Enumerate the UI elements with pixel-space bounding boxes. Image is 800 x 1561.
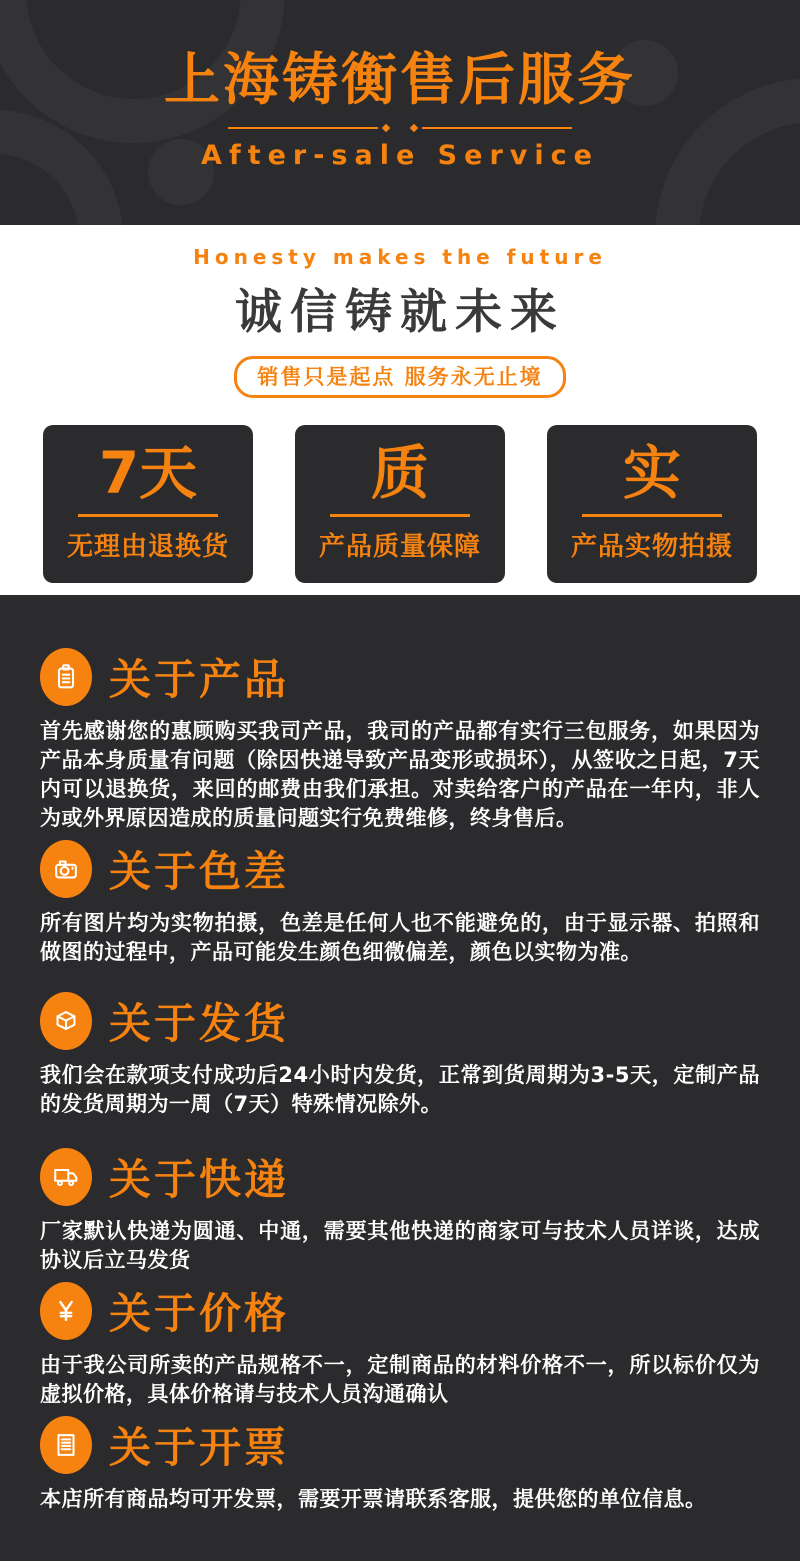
card-big-text: 实 [622,439,681,507]
card-divider [330,514,470,517]
card-big-text: 7天 [98,439,198,507]
hero-subtitle: After-sale Service [201,139,599,171]
card-label: 无理由退换货 [66,531,229,562]
invoice-icon [40,1416,92,1474]
services-section [0,595,800,1561]
service-heading: 关于产品 [109,655,290,704]
divider-diamond [382,123,390,131]
service-head [40,1147,760,1207]
service-heading: 关于价格 [109,1289,290,1338]
tagline-english: Honesty makes the future [193,245,607,269]
service-head [40,1415,760,1475]
divider-line [228,127,378,129]
card-label: 产品实物拍摄 [570,531,733,562]
promise-title: 诚信铸就未来 [235,285,565,340]
service-head [40,991,760,1051]
service-paragraph: 由于我公司所卖的产品规格不一，定制商品的材料价格不一，所以标价仅为虚拟价格，具体价格请与技术人员沟通确认 [40,1353,760,1406]
service-item-invoice [40,1415,760,1514]
service-item-product [40,647,760,833]
guarantee-card-returns [43,425,253,583]
slogan-pill: 销售只是起点 服务永无止境 [234,356,565,398]
card-big-text: 质 [370,439,429,507]
guarantee-card-quality [295,425,505,583]
card-divider [582,514,722,517]
guarantee-cards [0,425,800,583]
service-head [40,647,760,707]
service-paragraph: 所有图片均为实物拍摄，色差是任何人也不能避免的，由于显示器、拍照和做图的过程中，产品可能发生颜色细微偏差，颜色以实物为准。 [40,911,760,964]
yuan-icon [40,1282,92,1340]
service-head [40,839,760,899]
camera-icon [40,840,92,898]
service-item-price [40,1281,760,1409]
hero-title: 上海铸衡售后服务 [164,48,636,113]
promise-section [0,225,800,595]
hero-banner [0,0,800,225]
service-heading: 关于快递 [109,1155,290,1204]
truck-icon [40,1148,92,1206]
service-paragraph: 首先感谢您的惠顾购买我司产品，我司的产品都有实行三包服务，如果因为产品本身质量有问题（除因快递导致产品变形或损坏），从签收之日起，7天内可以退换货，来回的邮费由我们承担。对卖给客户的产品在一年内，非人为或外界原因造成的质量问题实行免费维修，终身售后。 [40,719,760,830]
service-item-express [40,1147,760,1275]
service-heading: 关于色差 [109,847,290,896]
divider-diamond [410,123,418,131]
service-item-shipping [40,991,760,1119]
service-item-color [40,839,760,967]
service-paragraph: 本店所有商品均可开发票，需要开票请联系客服，提供您的单位信息。 [40,1487,707,1511]
guarantee-card-real-photo [547,425,757,583]
divider-line [422,127,572,129]
card-label: 产品质量保障 [318,531,481,562]
service-head [40,1281,760,1341]
service-paragraph: 我们会在款项支付成功后24小时内发货，正常到货周期为3-5天，定制产品的发货周期为一周（7天）特殊情况除外。 [40,1063,760,1116]
hero-divider [228,125,572,131]
clipboard-icon [40,648,92,706]
service-paragraph: 厂家默认快递为圆通、中通，需要其他快递的商家可与技术人员详谈，达成协议后立马发货 [40,1219,760,1272]
service-heading: 关于开票 [109,1423,290,1472]
service-heading: 关于发货 [109,999,290,1048]
card-divider [78,514,218,517]
cube-icon [40,992,92,1050]
